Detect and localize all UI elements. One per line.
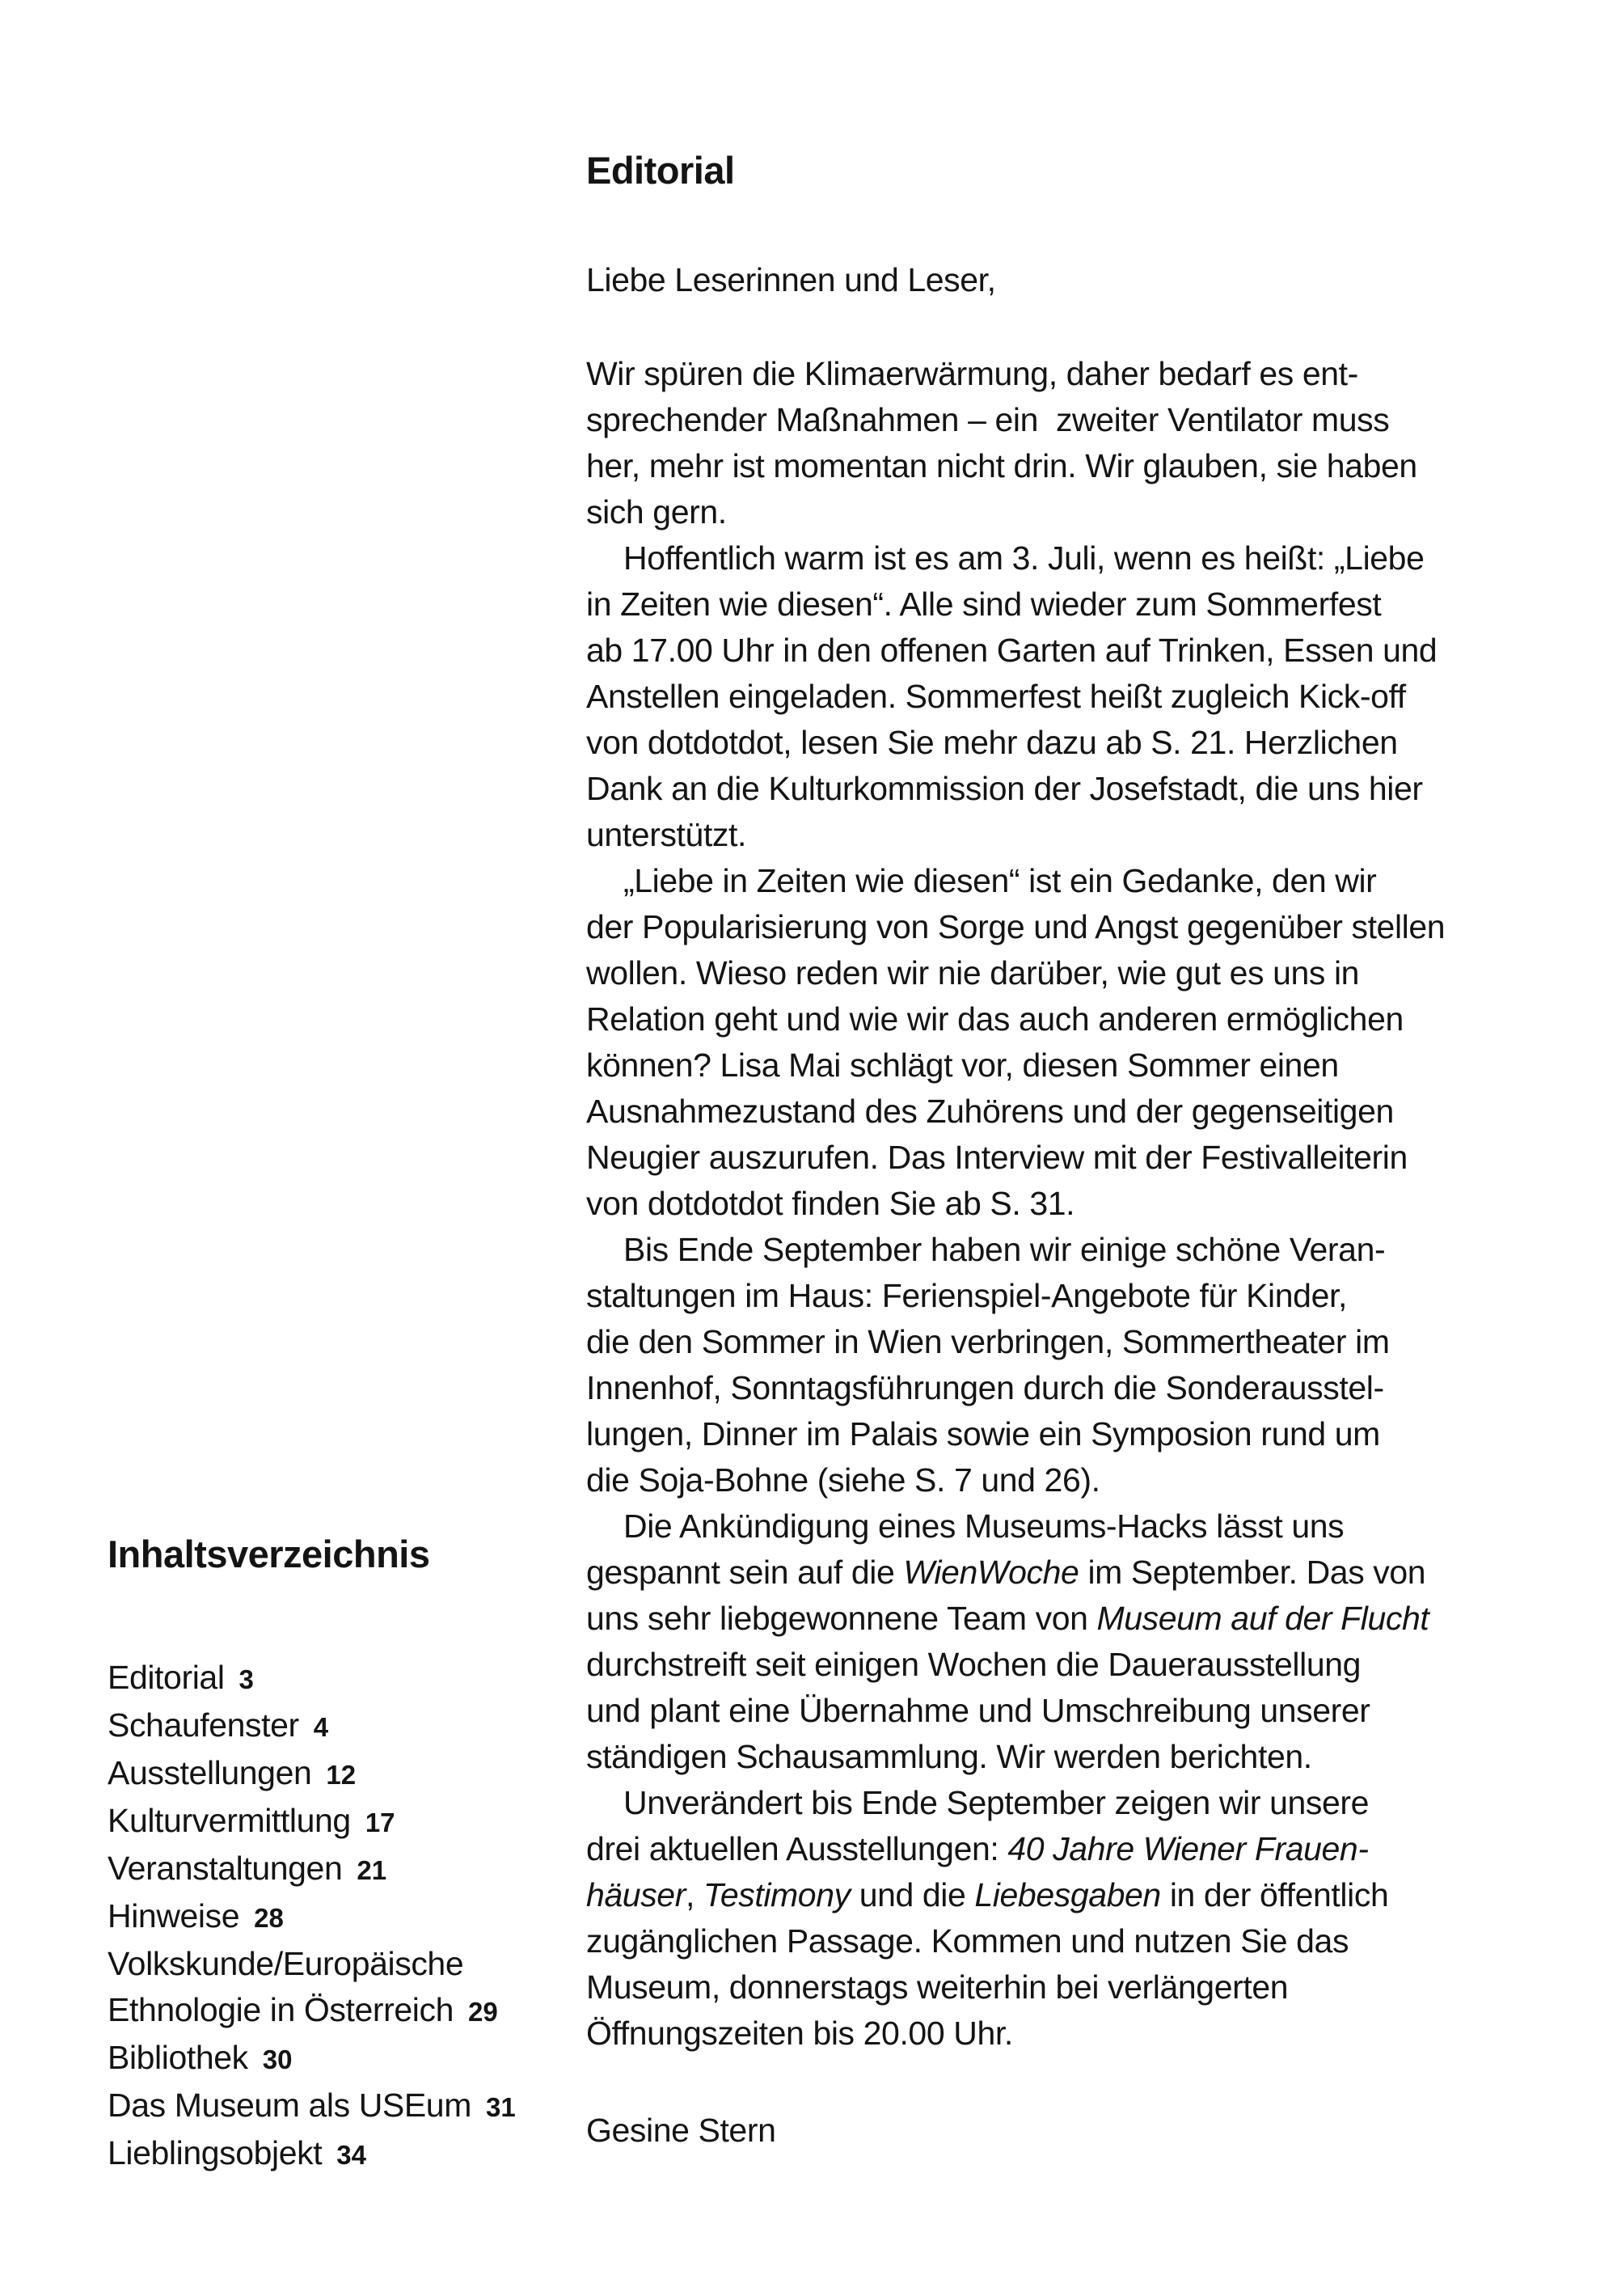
text-segment: sich gern. [586, 493, 727, 531]
toc-item-label: Veranstaltungen [108, 1850, 343, 1887]
text-line [586, 351, 1445, 397]
text-line [586, 397, 1445, 443]
toc-item-line [108, 1987, 585, 2035]
text-segment: Öffnungszeiten bis 20.00 Uhr. [586, 2015, 1013, 2052]
text-segment: in Zeiten wie diesen“. Alle sind wieder zum Sommerfest [586, 586, 1382, 623]
text-line [586, 766, 1445, 812]
text-segment: ab 17.00 Uhr in den offenen Garten auf Trinken, Essen und [586, 632, 1438, 669]
text-line [586, 1642, 1445, 1688]
toc-item-line [108, 2082, 585, 2130]
toc-item-label: Ausstellungen [108, 1754, 312, 1791]
text-segment: zugänglichen Passage. Kommen und nutzen Sie das [586, 1922, 1349, 1960]
text-line [586, 1964, 1445, 2011]
text-line [586, 1135, 1445, 1181]
toc-item-label: Bibliothek [108, 2039, 248, 2076]
toc-item-label: Das Museum als USEum [108, 2087, 471, 2124]
text-line [586, 1550, 1445, 1596]
text-line [586, 812, 1445, 858]
toc-item-line [108, 1846, 585, 1893]
text-segment: Unverändert bis Ende September zeigen wir unsere [623, 1784, 1370, 1821]
text-line [586, 858, 1445, 904]
toc-item-line [108, 1893, 585, 1941]
text-segment: unterstützt. [586, 816, 747, 853]
text-segment: drei aktuellen Ausstellungen: [586, 1830, 1008, 1867]
text-segment: die Soja-Bohne (siehe S. 7 und 26). [586, 1461, 1100, 1499]
text-line [586, 1503, 1445, 1550]
text-line [586, 1227, 1445, 1273]
toc-item-label: Kulturvermittlung [108, 1802, 351, 1839]
italic-text: Museum auf der Flucht [1096, 1600, 1429, 1637]
text-line [586, 2011, 1445, 2057]
text-segment: im September. Das von [1079, 1554, 1426, 1591]
text-line [586, 950, 1445, 996]
text-line [586, 1596, 1445, 1642]
text-line [586, 1918, 1445, 1964]
text-segment: Wir spüren die Klimaerwärmung, daher bedarf es ent- [586, 355, 1358, 392]
text-segment: der Popularisierung von Sorge und Angst gegenüber stellen [586, 908, 1446, 945]
text-line [586, 1319, 1445, 1365]
italic-text: 40 Jahre Wiener Frauen- [1007, 1830, 1369, 1867]
text-segment: staltungen im Haus: Ferienspiel-Angebote für Kinder, [586, 1277, 1347, 1314]
text-segment: Relation geht und wie wir das auch anderen ermöglichen [586, 1000, 1404, 1038]
text-segment: Dank an die Kulturkommission der Josefstadt, die uns hier [586, 770, 1423, 807]
text-segment: und plant eine Übernahme und Umschreibung unserer [586, 1692, 1370, 1729]
toc-item-line [108, 1655, 585, 1702]
text-segment: Anstellen eingeladen. Sommerfest heißt zugleich Kick-off [586, 678, 1406, 715]
text-line [586, 535, 1445, 581]
italic-text: Testimony [703, 1876, 851, 1913]
text-segment: „Liebe in Zeiten wie diesen“ ist ein Gedanke, den wir [623, 862, 1377, 899]
text-line [586, 489, 1445, 535]
text-segment: von dotdotdot finden Sie ab S. 31. [586, 1185, 1075, 1222]
toc-page-number: 30 [262, 2044, 293, 2074]
text-line [586, 581, 1445, 628]
italic-text: WienWoche [903, 1554, 1079, 1591]
paragraph [586, 535, 1445, 858]
text-line [586, 1089, 1445, 1135]
toc-page-number: 12 [326, 1760, 357, 1790]
text-segment: lungen, Dinner im Palais sowie ein Symposion rund um [586, 1415, 1380, 1452]
text-segment: Innenhof, Sonntagsführungen durch die Sonderausstel- [586, 1369, 1384, 1406]
text-line [586, 1273, 1445, 1319]
text-segment: Museum, donnerstags weiterhin bei verlängerten [586, 1968, 1289, 2006]
text-segment: können? Lisa Mai schlägt vor, diesen Sommer einen [586, 1047, 1339, 1084]
text-line [586, 674, 1445, 720]
editorial-article [586, 147, 1581, 2149]
toc-page-number: 3 [239, 1664, 254, 1694]
text-line [586, 1734, 1445, 1780]
toc-page-number: 31 [485, 2092, 516, 2122]
text-line [586, 1780, 1445, 1826]
text-line [586, 720, 1445, 766]
text-line [586, 1872, 1445, 1918]
paragraph [586, 1503, 1445, 1780]
toc-page-number: 29 [467, 1997, 498, 2027]
text-segment: von dotdotdot, lesen Sie mehr dazu ab S. 21. Herzlichen [586, 724, 1398, 761]
text-line [586, 1688, 1445, 1734]
text-line [586, 904, 1445, 950]
text-segment: die den Sommer in Wien verbringen, Sommertheater im [586, 1323, 1390, 1360]
text-segment: gespannt sein auf die [586, 1554, 904, 1591]
text-segment: uns sehr liebgewonnene Team von [586, 1600, 1097, 1637]
signature: Gesine Stern [586, 2112, 776, 2149]
toc-item-line [108, 2130, 585, 2178]
toc-item-label: Hinweise [108, 1897, 240, 1934]
toc-items [108, 1655, 585, 2178]
text-segment: Ausnahmezustand des Zuhörens und der gegenseitigen [586, 1093, 1394, 1130]
paragraph [586, 1227, 1445, 1503]
table-of-contents [108, 1531, 585, 2178]
toc-page-number: 4 [313, 1712, 329, 1742]
paragraph [586, 1780, 1445, 2057]
paragraph [586, 351, 1445, 535]
text-segment: her, mehr ist momentan nicht drin. Wir glauben, sie haben [586, 447, 1417, 484]
toc-item-line [108, 1702, 585, 1750]
paragraph [586, 858, 1445, 1227]
toc-page-number: 34 [336, 2140, 366, 2170]
text-line [586, 1457, 1445, 1503]
text-segment: Die Ankündigung eines Museums-Hacks lässt uns [623, 1507, 1345, 1545]
text-segment: ständigen Schausammlung. Wir werden berichten. [586, 1738, 1312, 1775]
italic-text: häuser [586, 1876, 686, 1913]
toc-item-line [108, 2035, 585, 2082]
text-line [586, 1826, 1445, 1872]
text-line [586, 1365, 1445, 1411]
toc-item-label: Volkskunde/Europäische [108, 1945, 464, 1982]
toc-item-label: Editorial [108, 1659, 225, 1696]
toc-item-label: Lieblingsobjekt [108, 2134, 323, 2171]
toc-page-number: 21 [357, 1855, 387, 1885]
toc-item-line [108, 1941, 585, 1987]
text-line [586, 1042, 1445, 1089]
text-segment: durchstreift seit einigen Wochen die Dauerausstellung [586, 1646, 1362, 1683]
toc-item-label: Schaufenster [108, 1706, 299, 1744]
text-line [586, 996, 1445, 1042]
text-line [586, 1411, 1445, 1457]
toc-heading: Inhaltsverzeichnis [108, 1533, 430, 1575]
text-line [586, 443, 1445, 489]
text-segment: und die [850, 1876, 975, 1913]
article-body [586, 351, 1445, 2057]
toc-item-line [108, 1750, 585, 1798]
text-segment: Neugier auszurufen. Das Interview mit der Festivalleiterin [586, 1139, 1408, 1176]
text-segment: Bis Ende September haben wir einige schöne Veran- [623, 1231, 1386, 1268]
article-heading: Editorial [586, 149, 735, 192]
toc-item-line [108, 1798, 585, 1846]
text-segment: Hoffentlich warm ist es am 3. Juli, wenn es heißt: „Liebe [623, 539, 1425, 577]
toc-page-number: 28 [254, 1903, 284, 1933]
text-segment: in der öffentlich [1160, 1876, 1389, 1913]
toc-page-number: 17 [365, 1808, 395, 1837]
text-line [586, 1181, 1445, 1227]
text-segment: wollen. Wieso reden wir nie darüber, wie gut es uns in [586, 954, 1360, 992]
text-line [586, 628, 1445, 674]
italic-text: Liebesgaben [974, 1876, 1161, 1913]
text-segment: sprechender Maßnahmen – ein zweiter Ventilator muss [586, 401, 1390, 438]
salutation: Liebe Leserinnen und Leser, [586, 261, 996, 298]
toc-item-label: Ethnologie in Österreich [108, 1991, 454, 2028]
text-segment: , [685, 1876, 703, 1913]
